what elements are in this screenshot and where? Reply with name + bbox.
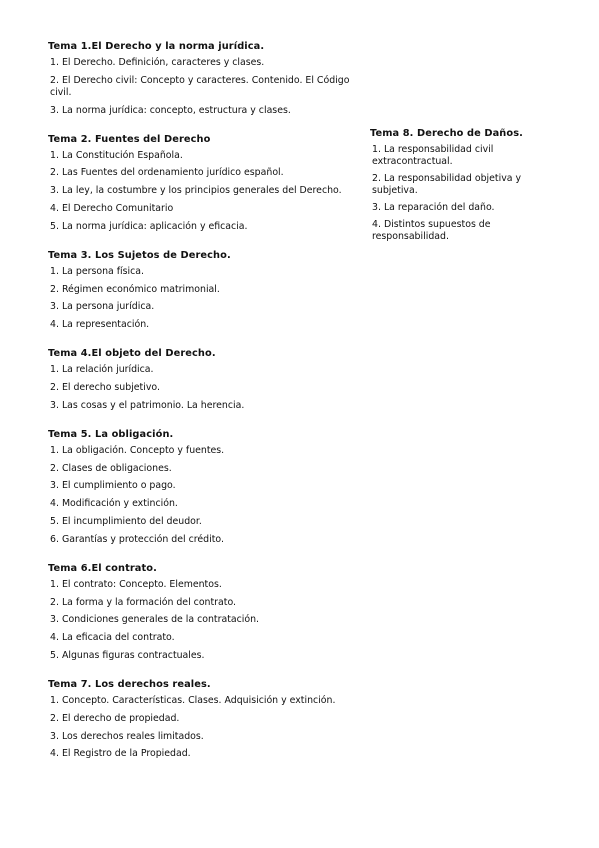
item-number: 1.: [50, 149, 59, 161]
item-number: 6.: [50, 533, 59, 545]
list-item: [48, 203, 358, 215]
item-number: 2.: [50, 381, 59, 393]
item-text: La persona jurídica.: [61, 301, 155, 313]
item-number: 4.: [50, 319, 59, 331]
list-item: [48, 632, 358, 644]
tema-section: [48, 429, 358, 546]
item-number: 1.: [50, 57, 59, 68]
item-number: 2.: [50, 74, 59, 86]
item-text: El Registro de la Propiedad.: [61, 748, 191, 760]
tema-section: [48, 250, 358, 331]
item-number: 1.: [50, 364, 59, 376]
list-item: [48, 75, 358, 99]
list-item: [48, 748, 358, 760]
item-text: La forma y la formación del contrato.: [61, 596, 236, 608]
item-text: La responsabilidad civil extracontractual.: [372, 144, 494, 167]
item-number: 5.: [50, 649, 59, 661]
item-number: 2.: [50, 283, 59, 295]
item-number: 5.: [50, 515, 59, 527]
item-number: 4.: [50, 632, 59, 644]
item-number: 1.: [50, 444, 59, 456]
item-number: 2.: [50, 462, 59, 474]
list-item: [48, 105, 358, 117]
list-item: [48, 597, 358, 609]
tema-title: Tema 5. La obligación.: [48, 428, 174, 440]
list-item: [370, 173, 530, 197]
item-number: 3.: [50, 185, 59, 197]
tema-section: [48, 679, 358, 760]
list-item: [48, 614, 358, 626]
item-number: 3.: [50, 301, 59, 313]
tema-section: [48, 563, 358, 662]
item-text: Concepto. Características. Clases. Adquisición y extinción.: [61, 694, 336, 706]
item-text: Condiciones generales de la contratación.: [61, 614, 260, 626]
item-text: Las Fuentes del ordenamiento jurídico español.: [61, 167, 284, 179]
tema-title: Tema 8. Derecho de Daños.: [370, 128, 523, 139]
tema-section: [370, 128, 530, 243]
item-number: 3.: [50, 399, 59, 411]
item-number: 3.: [50, 730, 59, 742]
item-number: 1.: [50, 578, 59, 590]
tema-title: Tema 2. Fuentes del Derecho: [48, 133, 211, 145]
item-text: Garantías y protección del crédito.: [61, 533, 224, 545]
item-text: La Constitución Española.: [61, 149, 183, 161]
list-item: [48, 579, 358, 591]
right-column: [370, 128, 530, 260]
item-number: 5.: [50, 220, 59, 232]
item-number: 3.: [50, 614, 59, 626]
item-text: La persona física.: [61, 265, 145, 277]
left-column: [48, 41, 358, 777]
list-item: [370, 144, 530, 168]
list-item: [48, 516, 358, 528]
list-item: [48, 534, 358, 546]
item-text: El contrato: Concepto. Elementos.: [61, 578, 222, 590]
list-item: [48, 498, 358, 510]
item-text: El incumplimiento del deudor.: [61, 515, 202, 527]
item-text: Modificación y extinción.: [61, 498, 178, 510]
item-number: 2.: [50, 167, 59, 179]
list-item: [48, 221, 358, 233]
tema-section: [48, 348, 358, 412]
list-item: [48, 480, 358, 492]
item-number: 2.: [50, 712, 59, 724]
item-number: 3.: [372, 202, 381, 213]
tema-title: Tema 3. Los Sujetos de Derecho.: [48, 249, 231, 261]
item-text: El cumplimiento o pago.: [61, 480, 176, 492]
item-number: 4.: [50, 202, 59, 214]
list-item: [48, 382, 358, 394]
list-item: [48, 150, 358, 162]
list-item: [48, 57, 358, 69]
tema-title: Tema 7. Los derechos reales.: [48, 678, 211, 690]
list-item: [48, 185, 358, 197]
item-text: La norma jurídica: aplicación y eficacia.: [61, 220, 248, 232]
item-text: Distintos supuestos de responsabilidad.: [372, 219, 491, 242]
list-item: [48, 284, 358, 296]
item-text: La reparación del daño.: [383, 202, 495, 213]
item-text: Algunas figuras contractuales.: [61, 649, 205, 661]
item-number: 3.: [50, 480, 59, 492]
tema-section: [48, 134, 358, 233]
item-number: 3.: [50, 104, 59, 116]
item-text: El Derecho civil: Concepto y caracteres. Contenido. El Código civil.: [50, 74, 350, 98]
item-number: 2.: [50, 596, 59, 608]
item-text: El derecho de propiedad.: [61, 712, 180, 724]
item-number: 4.: [50, 498, 59, 510]
item-number: 4.: [50, 748, 59, 760]
item-text: Las cosas y el patrimonio. La herencia.: [61, 399, 245, 411]
list-item: [48, 731, 358, 743]
list-item: [48, 266, 358, 278]
item-text: La norma jurídica: concepto, estructura y clases.: [61, 104, 291, 116]
item-number: 1.: [372, 144, 381, 155]
list-item: [370, 202, 530, 214]
list-item: [48, 695, 358, 707]
list-item: [48, 364, 358, 376]
item-number: 4.: [372, 219, 381, 230]
item-text: Clases de obligaciones.: [61, 462, 172, 474]
item-text: La obligación. Concepto y fuentes.: [61, 444, 225, 456]
list-item: [48, 319, 358, 331]
item-text: La relación jurídica.: [61, 364, 154, 376]
item-text: La eficacia del contrato.: [61, 632, 175, 644]
item-text: La ley, la costumbre y los principios generales del Derecho.: [61, 185, 342, 197]
item-number: 1.: [50, 694, 59, 706]
list-item: [48, 167, 358, 179]
item-text: Régimen económico matrimonial.: [61, 283, 220, 295]
item-text: El derecho subjetivo.: [61, 381, 160, 393]
item-text: El Derecho Comunitario: [61, 202, 174, 214]
tema-title: Tema 1.El Derecho y la norma jurídica.: [48, 41, 265, 52]
item-text: La representación.: [61, 319, 150, 331]
list-item: [48, 301, 358, 313]
item-number: 2.: [372, 173, 381, 184]
item-text: La responsabilidad objetiva y subjetiva.: [372, 173, 522, 196]
list-item: [48, 445, 358, 457]
list-item: [48, 650, 358, 662]
tema-title: Tema 4.El objeto del Derecho.: [48, 348, 216, 360]
tema-title: Tema 6.El contrato.: [48, 562, 157, 574]
list-item: [48, 400, 358, 412]
item-text: Los derechos reales limitados.: [61, 730, 204, 742]
item-number: 1.: [50, 265, 59, 277]
item-text: El Derecho. Definición, caracteres y clases.: [61, 57, 265, 68]
tema-section: [48, 41, 358, 117]
list-item: [370, 219, 530, 243]
list-item: [48, 463, 358, 475]
list-item: [48, 713, 358, 725]
